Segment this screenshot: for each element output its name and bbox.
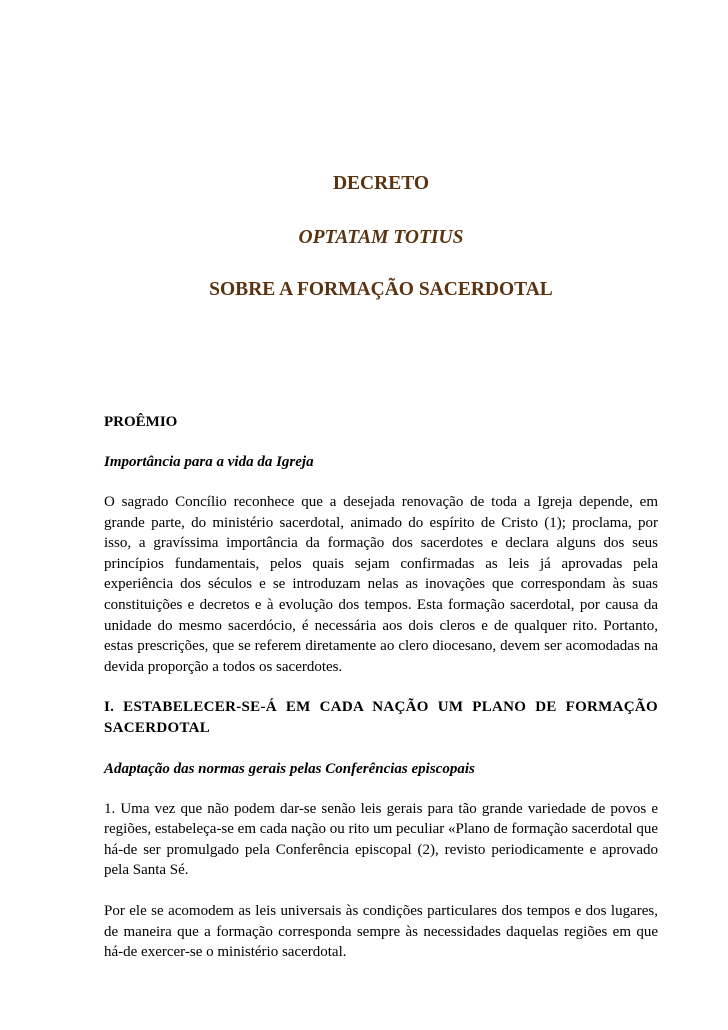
section-1-paragraph-2: Por ele se acomodem as leis universais às condições particulares dos tempos e dos lugares, de maneira que a formação corresponda sempre às necessidades daquelas regiões em que há-de exercer-se o ministério sacerdotal. — [104, 902, 658, 961]
section-1-subheading: Adaptação das normas gerais pelas Conferências episcopais — [104, 760, 475, 777]
document-subtitle: OPTATAM TOTIUS — [298, 227, 464, 248]
section-1-heading: I. ESTABELECER-SE-Á EM CADA NAÇÃO UM PLANO DE FORMAÇÃO SACERDOTAL — [104, 699, 658, 736]
document-title: DECRETO — [332, 173, 430, 194]
proemio-subheading: Importância para a vida da Igreja — [104, 454, 314, 470]
document-body — [104, 412, 658, 983]
proemio-paragraph: O sagrado Concílio reconhece que a desejada renovação de toda a Igreja depende, em grande parte, do ministério sacerdotal, animado do espírito de Cristo (1); proclama, por isso, a gravíssima importância da formação dos sacerdotes e declara alguns dos seus princípios fundamentais, pelos quais sejam confirmadas as leis já aprovadas pela experiência dos séculos e se introduzam nelas as inovações que correspondam às suas constituições e decretos e à evolução dos tempos. Esta formação sacerdotal, por causa da unidade do mesmo sacerdócio, é necessária aos dois cleros e de qualquer rito. Portanto, estas prescrições, que se referem diretamente ao clero diocesano, devem ser acomodadas na devida proporção a todos os sacerdotes. — [104, 494, 658, 675]
section-1-paragraph-1: 1. Uma vez que não podem dar-se senão leis gerais para tão grande variedade de povos e regiões, estabeleça-se em cada nação ou rito um peculiar «Plano de formação sacerdotal que há-de ser promulgado pela Conferência episcopal (2), revisto periodicamente e aprovado pela Santa Sé. — [104, 800, 658, 879]
proemio-heading: PROÊMIO — [104, 414, 178, 430]
document-subject: SOBRE A FORMAÇÃO SACERDOTAL — [209, 279, 553, 300]
